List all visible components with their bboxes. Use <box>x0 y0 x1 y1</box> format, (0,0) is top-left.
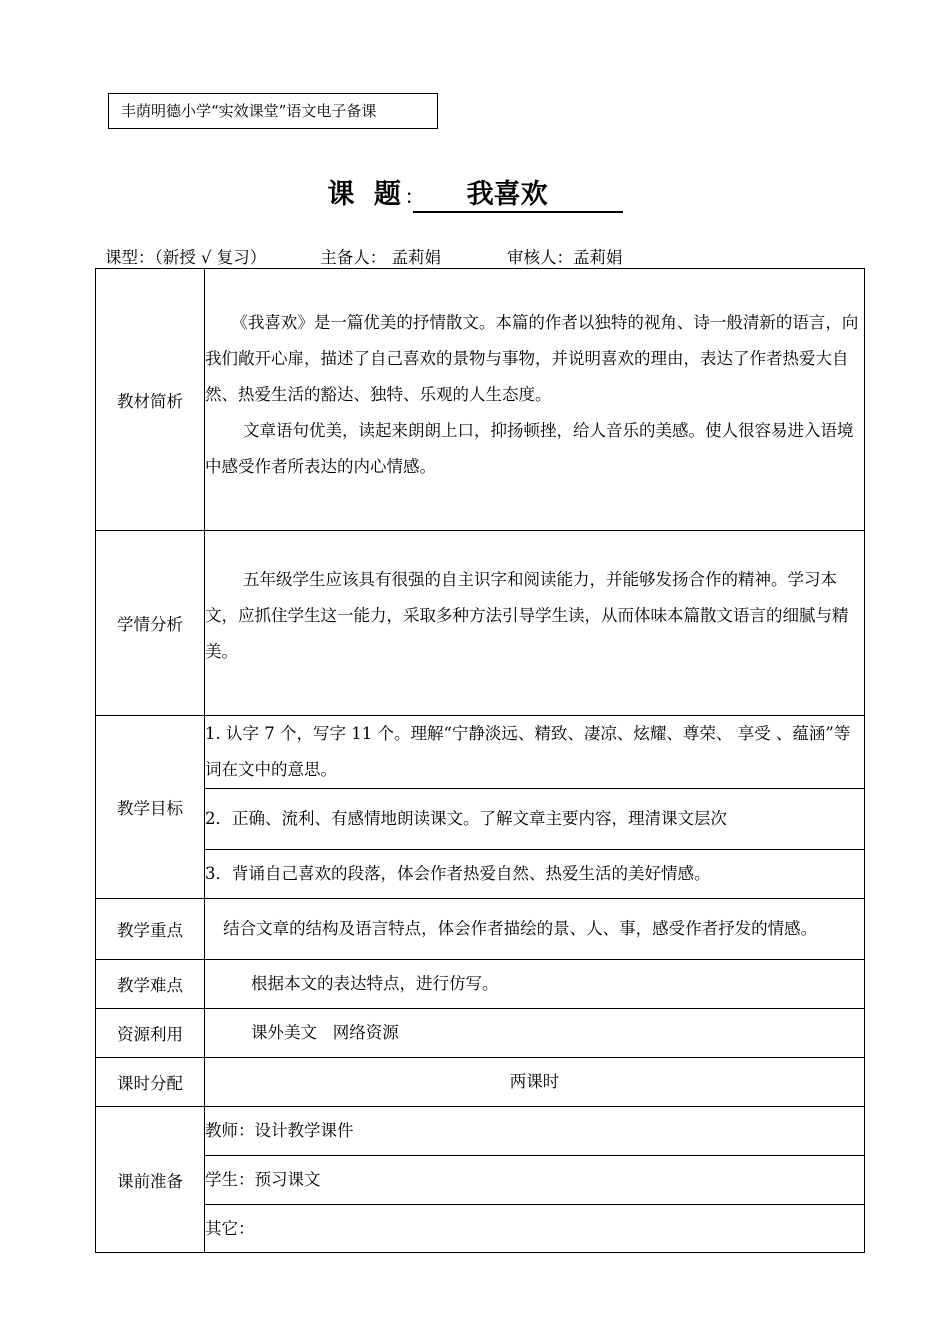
objective-1: 1. 认字 7 个，写字 11 个。理解“宁静淡远、精致、凄凉、炫耀、尊荣、 享受 、蕴涵”等词在文中的意思。 <box>205 716 865 789</box>
content-student-analysis <box>205 531 865 716</box>
row-difficulties <box>96 960 865 1009</box>
row-time-allocation <box>96 1058 865 1107</box>
content-difficulties: 根据本文的表达特点，进行仿写。 <box>205 960 865 1009</box>
row-objective-2 <box>96 789 865 850</box>
prep-other: 其它： <box>205 1205 865 1253</box>
prep-teacher: 教师：设计教学课件 <box>205 1107 865 1156</box>
content-key-points: 结合文章的结构及语言特点，体会作者描绘的景、人、事，感受作者抒发的情感。 <box>205 899 865 960</box>
student-paragraph: 五年级学生应该具有很强的自主识字和阅读能力，并能够发扬合作的精神。学习本文，应抓住学生这一能力，采取多种方法引导学生读，从而体味本篇散文语言的细腻与精美。 <box>205 570 849 661</box>
lesson-plan-table <box>95 268 865 1253</box>
textbook-paragraph-2: 文章语句优美，读起来朗朗上口，抑扬顿挫，给人音乐的美感。使人很容易进入语境中感受作者所表达的内心情感。 <box>205 421 854 476</box>
reviewer: 审核人：孟莉娟 <box>507 248 623 267</box>
prep-student: 学生：预习课文 <box>205 1156 865 1205</box>
content-resources: 课外美文 网络资源 <box>205 1009 865 1058</box>
label-key-points: 教学重点 <box>96 899 205 960</box>
objective-3: 3．背诵自己喜欢的段落，体会作者热爱自然、热爱生活的美好情感。 <box>205 850 865 899</box>
lesson-type: 课型：（新授 √ 复习） <box>105 248 267 267</box>
row-key-points <box>96 899 865 960</box>
label-time-allocation: 课时分配 <box>96 1058 205 1107</box>
row-student-analysis <box>96 531 865 716</box>
label-textbook-analysis: 教材简析 <box>96 269 205 531</box>
row-resources <box>96 1009 865 1058</box>
content-textbook-analysis <box>205 269 865 531</box>
meta-line <box>105 244 623 268</box>
row-objective-3 <box>96 850 865 899</box>
title-value: 我喜欢 <box>413 179 623 213</box>
preparer: 主备人： 孟莉娟 <box>320 248 442 267</box>
textbook-paragraph-1: 《我喜欢》是一篇优美的抒情散文。本篇的作者以独特的视角、诗一般清新的语言，向我们敞开心扉，描述了自己喜欢的景物与事物，并说明喜欢的理由，表达了作者热爱大自然、热爱生活的豁达、独特、乐观的人生态度。 <box>205 313 859 404</box>
label-preparation: 课前准备 <box>96 1107 205 1253</box>
row-textbook-analysis <box>96 269 865 531</box>
row-prep-teacher <box>96 1107 865 1156</box>
label-difficulties: 教学难点 <box>96 960 205 1009</box>
header-box <box>108 93 438 129</box>
title-label: 课 题 <box>327 179 406 210</box>
row-prep-other <box>96 1205 865 1253</box>
label-student-analysis: 学情分析 <box>96 531 205 716</box>
label-objectives: 教学目标 <box>96 716 205 899</box>
label-resources: 资源利用 <box>96 1009 205 1058</box>
row-objective-1 <box>96 716 865 789</box>
content-time-allocation: 两课时 <box>205 1058 865 1107</box>
row-prep-student <box>96 1156 865 1205</box>
header-box-text: 丰荫明德小学“实效课堂”语文电子备课 <box>121 102 377 120</box>
objective-2: 2．正确、流利、有感情地朗读课文。了解文章主要内容，理清课文层次 <box>205 789 865 850</box>
lesson-title <box>0 172 950 213</box>
title-colon: : <box>405 184 413 208</box>
